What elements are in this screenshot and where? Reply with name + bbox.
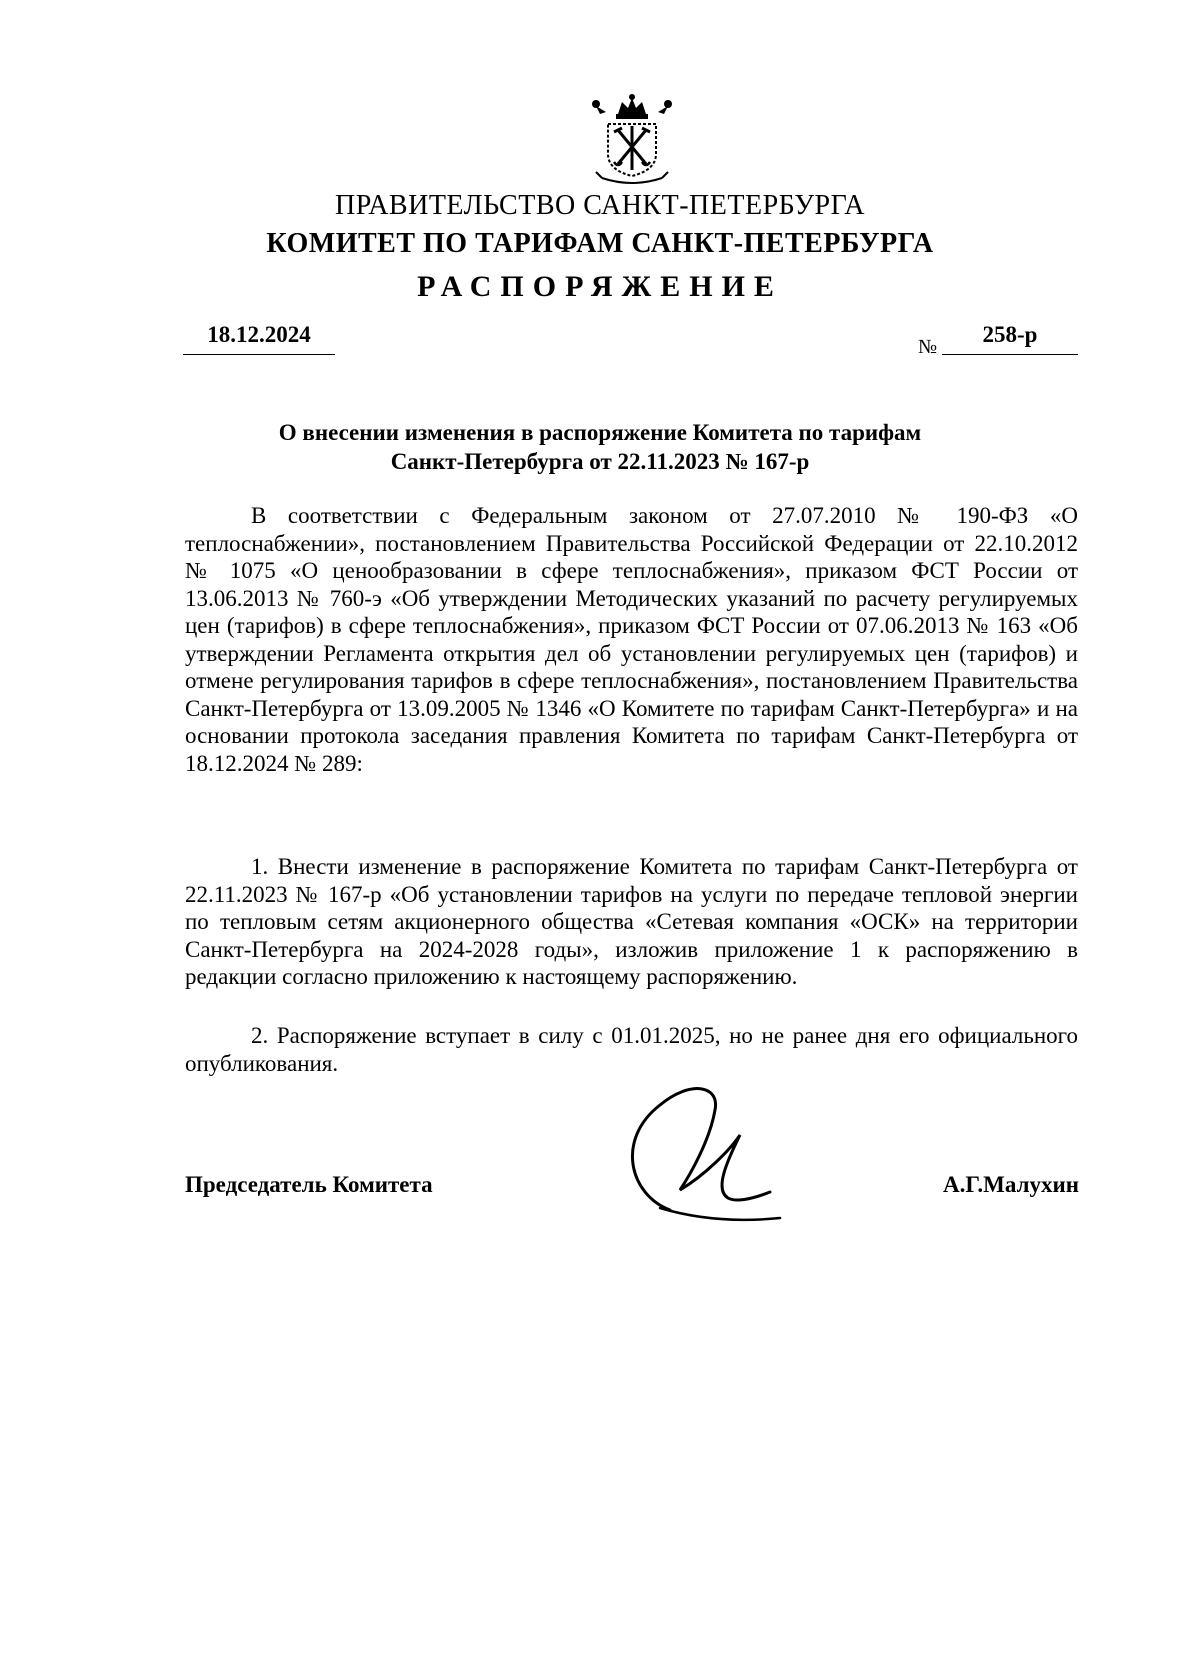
document-subject bbox=[150, 418, 1050, 476]
number-sign: № bbox=[918, 336, 938, 358]
handwritten-signature bbox=[620, 1080, 790, 1230]
committee-title: КОМИТЕТ ПО ТАРИФАМ САНКТ-ПЕТЕРБУРГА bbox=[266, 228, 934, 259]
signatory-name: А.Г.Малухин bbox=[943, 1172, 1079, 1197]
signatory-title: Председатель Комитета bbox=[185, 1172, 433, 1197]
order-item-1: 1. Внести изменение в распоряжение Комитета по тарифам Санкт-Петербурга от 22.11.2023 № 167-р «Об установлении тарифов на услуги по передаче тепловой энергии по тепловым сетям акционерного общества «Сетевая компания «ОСК» на территории Санкт-Петербурга на 2024-2028 годы», изложив приложение 1 к распоряжению в редакции согласно приложению к настоящему распоряжению. bbox=[185, 854, 1078, 989]
document-type-title: РАСПОРЯЖЕНИЕ bbox=[417, 270, 783, 303]
document-number: 258-р bbox=[942, 322, 1078, 355]
document-date: 18.12.2024 bbox=[183, 322, 335, 355]
coat-of-arms-emblem bbox=[586, 92, 678, 188]
preamble-paragraph: В соответствии с Федеральным законом от 27.07.2010 № 190-ФЗ «О теплоснабжении», постановлением Правительства Российской Федерации от 22.10.2012 № 1075 «О ценообразовании в сфере теплоснабжения», приказом ФСТ России от 13.06.2013 № 760-э «Об утверждении Методических указаний по расчету регулируемых цен (тарифов) в сфере теплоснабжения», приказом ФСТ России от 07.06.2013 № 163 «Об утверждении Регламента открытия дел об установлении регулируемых цен (тарифов) и отмене регулирования тарифов в сфере теплоснабжения», постановлением Правительства Санкт-Петербурга от 13.09.2005 № 1346 «О Комитете по тарифам Санкт-Петербурга» и на основании протокола заседания правления Комитета по тарифам Санкт-Петербурга от 18.12.2024 № 289: bbox=[185, 503, 1078, 776]
subject-line-1: О внесении изменения в распоряжение Комитета по тарифам bbox=[278, 420, 922, 445]
government-title: ПРАВИТЕЛЬСТВО САНКТ-ПЕТЕРБУРГА bbox=[335, 190, 865, 221]
subject-line-2: Санкт-Петербурга от 22.11.2023 № 167-р bbox=[390, 449, 810, 474]
order-item-2: 2. Распоряжение вступает в силу с 01.01.2025, но не ранее дня его официального опубликования. bbox=[185, 1023, 1078, 1076]
